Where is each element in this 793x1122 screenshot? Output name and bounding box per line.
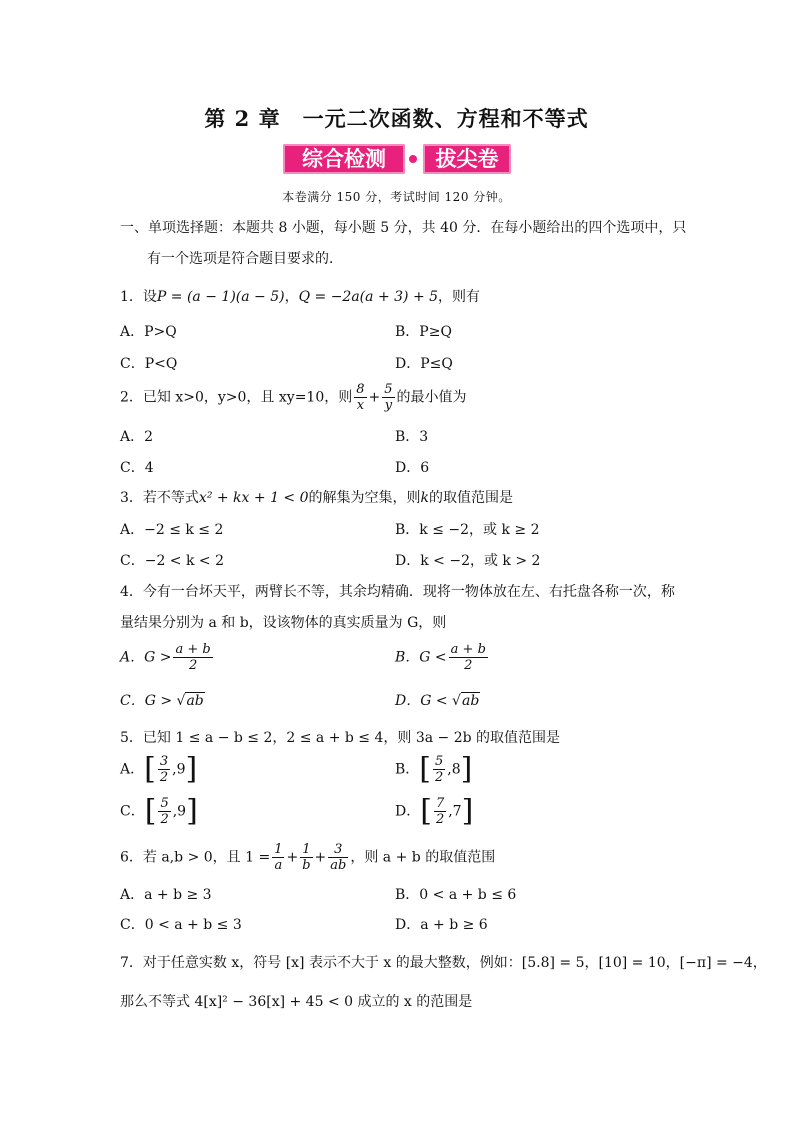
q6-f2-den: b — [302, 858, 311, 873]
q4-a-fraction — [173, 642, 212, 673]
bracket-right-icon: ] — [186, 793, 198, 829]
q6-option-a: A．a + b ≥ 3 — [120, 887, 212, 903]
bracket-left-icon: [ — [144, 793, 157, 829]
q3-option-b: B．k ≤ −2，或 k ≥ 2 — [395, 522, 540, 538]
q4-b-fraction — [449, 642, 488, 673]
q5-option-a — [120, 751, 198, 787]
q5-b-num: 5 — [435, 754, 444, 769]
q6-plus-2: + — [314, 849, 327, 866]
q5-a-label: A． — [120, 761, 145, 778]
q5-b-label: B． — [395, 761, 420, 778]
q5-d-num: 7 — [435, 796, 445, 811]
q4-a-prefix: A．G > — [120, 649, 172, 666]
q1-expr-q: Q = −2a(a + 3) + 5 — [298, 289, 439, 305]
q5-c-label: C． — [120, 803, 145, 820]
q6-f1-den: a — [274, 858, 283, 873]
q3-option-a: A．−2 ≤ k ≤ 2 — [120, 522, 224, 538]
bracket-left-icon: [ — [144, 751, 156, 787]
question-7-line2: 那么不等式 4[x]² − 36[x] + 45 < 0 成立的 x 的范围是 — [120, 994, 473, 1010]
q5-a-end: ,9 — [172, 761, 186, 778]
q1-option-a: A．P>Q — [120, 324, 177, 340]
q6-f2-num: 1 — [300, 842, 312, 858]
sqrt-icon: √ — [176, 693, 186, 709]
q6-option-b: B．0 < a + b ≤ 6 — [395, 887, 517, 903]
q4-d-sqrt: ab — [461, 693, 480, 709]
q5-c-fraction — [158, 796, 170, 827]
section-heading-line2: 有一个选项是符合题目要求的． — [147, 251, 343, 267]
q1-option-d: D．P≤Q — [395, 356, 453, 372]
q4-option-d — [395, 690, 480, 710]
q2-plus: + — [368, 389, 381, 406]
bracket-left-icon: [ — [420, 793, 432, 829]
q1-option-c: C．P<Q — [120, 356, 178, 372]
q6-fraction-1 — [272, 842, 284, 873]
q5-d-den: 2 — [435, 812, 445, 827]
q5-a-num: 3 — [159, 754, 169, 769]
q5-b-fraction — [433, 754, 445, 785]
question-1-stem — [120, 286, 480, 306]
q5-option-b — [395, 751, 473, 787]
q5-c-num: 5 — [160, 796, 169, 811]
question-4-line2: 量结果分别为 a 和 b，设该物体的真实质量为 G，则 — [120, 615, 447, 631]
q5-a-den: 2 — [159, 770, 169, 785]
q5-c-den: 2 — [160, 812, 169, 827]
banner-dot — [409, 155, 417, 163]
q5-option-d — [395, 793, 474, 829]
q6-f3-den: ab — [330, 858, 347, 873]
q4-c-prefix: C．G > — [120, 693, 173, 709]
q3-var: k — [420, 490, 429, 506]
q1-prefix: 1．设 — [120, 289, 157, 305]
sqrt-icon: √ — [452, 693, 461, 709]
q5-d-label: D． — [395, 803, 421, 820]
q3-suffix: 的取值范围是 — [429, 490, 513, 506]
q2-fraction-1 — [354, 382, 366, 413]
bracket-right-icon: ] — [461, 793, 474, 829]
q3-prefix: 3．若不等式 — [120, 490, 199, 506]
question-4-line1: 4．今有一台坏天平，两臂长不等，其余均精确．现将一物体放在左、右托盘各称一次，称 — [120, 584, 675, 600]
q6-plus-1: + — [286, 849, 299, 866]
q2-option-b: B．3 — [395, 429, 429, 445]
chapter-title: 第 2 章 一元二次函数、方程和不等式 — [204, 106, 589, 131]
question-7-line1: 7．对于任意实数 x，符号 [x] 表示不大于 x 的最大整数，例如：[5.8] = 5，[10] = 10，[−π] = −4， — [120, 955, 767, 971]
q4-b-prefix: B．G < — [395, 649, 447, 666]
q2-option-a: A．2 — [120, 429, 154, 445]
q4-option-a — [120, 642, 215, 673]
q3-option-c: C．−2 < k < 2 — [120, 553, 225, 569]
q4-b-den: 2 — [464, 658, 473, 673]
q4-c-sqrt: ab — [186, 693, 204, 709]
q1-suffix: ，则有 — [438, 289, 481, 305]
q2-f1-num: 8 — [356, 382, 365, 397]
q4-a-den: 2 — [188, 658, 198, 673]
q1-option-b: B．P≥Q — [395, 324, 452, 340]
banner-badge-right: 拔尖卷 — [423, 144, 511, 174]
q4-option-b — [395, 642, 490, 673]
q5-option-c — [120, 793, 198, 829]
q2-f1-den: x — [356, 398, 365, 413]
q4-option-c — [120, 690, 205, 710]
q6-f1-num: 1 — [274, 842, 283, 857]
q3-mid: 的解集为空集，则 — [308, 490, 421, 506]
q6-suffix: ，则 a + b 的取值范围 — [350, 849, 496, 866]
q5-c-end: ,9 — [172, 803, 187, 820]
q5-a-fraction — [158, 754, 170, 785]
q6-f3-num: 3 — [328, 842, 348, 858]
q6-fraction-3 — [328, 842, 348, 873]
q5-b-end: ,8 — [447, 761, 461, 778]
test-banner — [283, 144, 511, 176]
bracket-right-icon: ] — [460, 751, 473, 787]
q2-f2-den: y — [384, 398, 393, 413]
question-6-stem — [120, 842, 495, 873]
q4-a-num: a + b — [175, 642, 211, 657]
question-3-stem — [120, 487, 513, 507]
q5-d-fraction — [434, 796, 446, 827]
q4-b-num: a + b — [450, 642, 486, 657]
q4-d-prefix: D．G < — [395, 693, 448, 709]
q2-fraction-2 — [382, 382, 394, 413]
q5-d-end: ,7 — [448, 803, 462, 820]
banner-badge-left: 综合检测 — [283, 144, 405, 174]
q2-option-d: D．6 — [395, 460, 430, 476]
bracket-left-icon: [ — [419, 751, 432, 787]
bracket-right-icon: ] — [185, 751, 198, 787]
q5-b-den: 2 — [435, 770, 444, 785]
q6-option-c: C．0 < a + b ≤ 3 — [120, 917, 242, 933]
q1-expr-p: P = (a − 1)(a − 5) — [156, 289, 285, 305]
q6-fraction-2 — [300, 842, 312, 873]
q2-prefix: 2．已知 x>0，y>0，且 xy=10，则 — [120, 389, 353, 406]
q3-expr: x² + kx + 1 < 0 — [198, 490, 309, 506]
section-heading-line1: 一、单项选择题：本题共 8 小题，每小题 5 分，共 40 分．在每小题给出的四个选项中，只 — [120, 220, 687, 236]
question-2-stem — [120, 382, 467, 413]
question-5-stem: 5．已知 1 ≤ a − b ≤ 2，2 ≤ a + b ≤ 4，则 3a − 2b 的取值范围是 — [120, 730, 561, 746]
q1-sep: ， — [284, 289, 299, 305]
q3-option-d: D．k < −2，或 k > 2 — [395, 553, 541, 569]
q2-suffix: 的最小值为 — [396, 389, 467, 406]
exam-note: 本卷满分 150 分，考试时间 120 分钟。 — [282, 190, 511, 204]
q6-prefix: 6．若 a,b > 0，且 1 = — [120, 849, 271, 866]
q2-f2-num: 5 — [384, 382, 393, 397]
q6-option-d: D．a + b ≥ 6 — [395, 917, 488, 933]
q2-option-c: C．4 — [120, 460, 154, 476]
